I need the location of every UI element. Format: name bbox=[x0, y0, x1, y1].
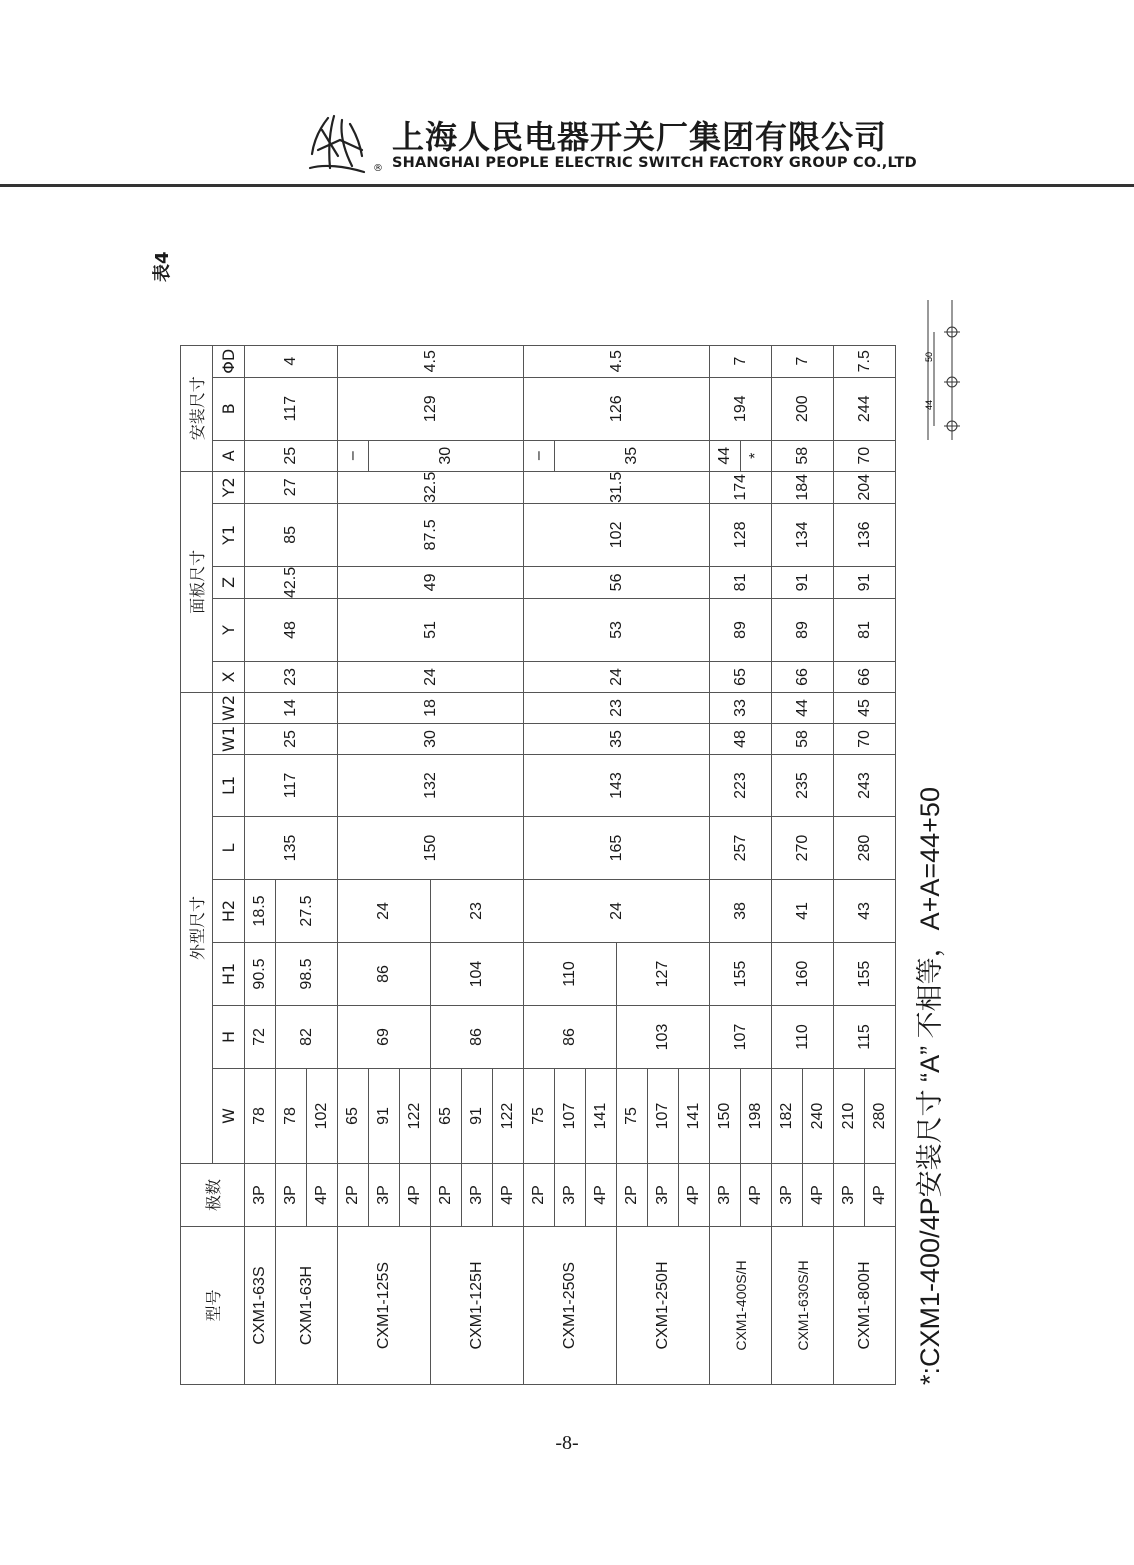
table-cell: 66 bbox=[834, 662, 896, 693]
col-W2: W2 bbox=[213, 693, 245, 724]
table-cell: 240 bbox=[803, 1069, 834, 1164]
table-cell: 110 bbox=[772, 1006, 834, 1069]
table-cell: 160 bbox=[772, 943, 834, 1006]
table-cell: 35 bbox=[524, 724, 710, 755]
table-cell: 136 bbox=[834, 503, 896, 566]
poles-cell: 4P bbox=[493, 1164, 524, 1227]
table-cell: 174 bbox=[710, 471, 772, 503]
col-W1: W1 bbox=[213, 724, 245, 755]
table-cell: 25 bbox=[245, 724, 338, 755]
col-L: L bbox=[213, 817, 245, 880]
table-cell: 51 bbox=[338, 599, 524, 662]
table-cell: 27 bbox=[245, 471, 338, 503]
poles-cell: 2P bbox=[338, 1164, 369, 1227]
header-panel: 面板尺寸 bbox=[181, 471, 213, 692]
table-cell: 91 bbox=[369, 1069, 400, 1164]
table-cell: 91 bbox=[772, 566, 834, 598]
table-cell: 89 bbox=[710, 599, 772, 662]
table-cell: 244 bbox=[834, 377, 896, 440]
model-name: CXM1-400S/H bbox=[710, 1227, 772, 1385]
table-cell: 35 bbox=[555, 440, 710, 471]
table-cell: 280 bbox=[834, 817, 896, 880]
model-name: CXM1-250S bbox=[524, 1227, 617, 1385]
table-cell: 75 bbox=[524, 1069, 555, 1164]
table-cell: 81 bbox=[834, 599, 896, 662]
table-cell: 56 bbox=[524, 566, 710, 598]
table-cell: 90.5 bbox=[245, 943, 276, 1006]
table-cell: 134 bbox=[772, 503, 834, 566]
table-cell: 127 bbox=[617, 943, 710, 1006]
table-row bbox=[338, 345, 369, 1384]
table-cell: 30 bbox=[338, 724, 524, 755]
table-cell: 143 bbox=[524, 755, 710, 817]
table-cell: 126 bbox=[524, 377, 710, 440]
table-cell: 72 bbox=[245, 1006, 276, 1069]
table-cell: 78 bbox=[276, 1069, 307, 1164]
company-logo-icon bbox=[300, 110, 380, 180]
table-cell: 102 bbox=[307, 1069, 338, 1164]
header-model: 型号 bbox=[181, 1227, 245, 1385]
table-cell: 48 bbox=[245, 599, 338, 662]
model-name: CXM1-630S/H bbox=[772, 1227, 834, 1385]
col-B: B bbox=[213, 377, 245, 440]
table-row bbox=[245, 345, 276, 1384]
table-cell: 4.5 bbox=[524, 345, 710, 377]
table-cell: 78 bbox=[245, 1069, 276, 1164]
model-name: CXM1-125S bbox=[338, 1227, 431, 1385]
table-cell: – bbox=[338, 440, 369, 471]
table-cell: 210 bbox=[834, 1069, 865, 1164]
col-D: ΦD bbox=[213, 345, 245, 377]
poles-cell: 3P bbox=[555, 1164, 586, 1227]
table-cell: 107 bbox=[710, 1006, 772, 1069]
table-cell: 65 bbox=[431, 1069, 462, 1164]
footnote: *:CXM1-400/4P安装尺寸 “A” 不相等，A+A=44+50 bbox=[915, 787, 945, 1385]
table-cell: 70 bbox=[834, 724, 896, 755]
table-cell: 24 bbox=[524, 662, 710, 693]
table-cell: 24 bbox=[338, 662, 524, 693]
table-cell: 41 bbox=[772, 880, 834, 943]
poles-cell: 4P bbox=[865, 1164, 896, 1227]
table-cell: 58 bbox=[772, 440, 834, 471]
table-cell: 44 bbox=[710, 440, 741, 471]
table-cell: 70 bbox=[834, 440, 896, 471]
table-cell: 198 bbox=[741, 1069, 772, 1164]
table-cell: 30 bbox=[369, 440, 524, 471]
table-cell: 86 bbox=[524, 1006, 617, 1069]
table-cell: 200 bbox=[772, 377, 834, 440]
header-mount: 安装尺寸 bbox=[181, 345, 213, 471]
table-cell: 44 bbox=[772, 693, 834, 724]
diagram-dim-b: 50 bbox=[924, 351, 934, 362]
table-cell: 103 bbox=[617, 1006, 710, 1069]
table-cell: 23 bbox=[245, 662, 338, 693]
col-H2: H2 bbox=[213, 880, 245, 943]
model-name: CXM1-63H bbox=[276, 1227, 338, 1385]
table-cell: 141 bbox=[679, 1069, 710, 1164]
table-cell: 155 bbox=[834, 943, 896, 1006]
poles-cell: 3P bbox=[245, 1164, 276, 1227]
company-name-cn: 上海人民电器开关厂集团有限公司 bbox=[392, 118, 888, 156]
table-cell: * bbox=[741, 440, 772, 471]
table-cell: 27.5 bbox=[276, 880, 338, 943]
col-Y1: Y1 bbox=[213, 503, 245, 566]
table-cell: 82 bbox=[276, 1006, 338, 1069]
table-cell: 89 bbox=[772, 599, 834, 662]
table-cell: 25 bbox=[245, 440, 338, 471]
table-cell: 132 bbox=[338, 755, 524, 817]
col-W: W bbox=[213, 1069, 245, 1164]
table-cell: 117 bbox=[245, 755, 338, 817]
table-cell: 24 bbox=[338, 880, 431, 943]
table-cell: 122 bbox=[493, 1069, 524, 1164]
col-L1: L1 bbox=[213, 755, 245, 817]
table-cell: 65 bbox=[338, 1069, 369, 1164]
model-name: CXM1-800H bbox=[834, 1227, 896, 1385]
table-cell: 104 bbox=[431, 943, 524, 1006]
table-row bbox=[524, 345, 555, 1384]
table-cell: 75 bbox=[617, 1069, 648, 1164]
table-cell: 165 bbox=[524, 817, 710, 880]
table-cell: 115 bbox=[834, 1006, 896, 1069]
table-cell: 23 bbox=[524, 693, 710, 724]
table-cell: 223 bbox=[710, 755, 772, 817]
table-cell: 235 bbox=[772, 755, 834, 817]
table-row bbox=[772, 345, 803, 1384]
table-cell: – bbox=[524, 440, 555, 471]
table-cell: 117 bbox=[245, 377, 338, 440]
page-header bbox=[0, 0, 1134, 190]
table-cell: 38 bbox=[710, 880, 772, 943]
table-cell: 194 bbox=[710, 377, 772, 440]
company-name-en: SHANGHAI PEOPLE ELECTRIC SWITCH FACTORY GROUP CO.,LTD bbox=[392, 155, 917, 171]
table-row bbox=[834, 345, 865, 1384]
header-outline: 外型尺寸 bbox=[181, 693, 213, 1164]
poles-cell: 3P bbox=[369, 1164, 400, 1227]
header-rule bbox=[0, 184, 1134, 187]
dimension-table bbox=[180, 345, 896, 1385]
table-cell: 14 bbox=[245, 693, 338, 724]
col-Y: Y bbox=[213, 599, 245, 662]
poles-cell: 4P bbox=[679, 1164, 710, 1227]
table-cell: 257 bbox=[710, 817, 772, 880]
table-cell: 7 bbox=[772, 345, 834, 377]
table-cell: 135 bbox=[245, 817, 338, 880]
table-cell: 53 bbox=[524, 599, 710, 662]
table-cell: 58 bbox=[772, 724, 834, 755]
poles-cell: 3P bbox=[276, 1164, 307, 1227]
poles-cell: 2P bbox=[524, 1164, 555, 1227]
table-cell: 4.5 bbox=[338, 345, 524, 377]
rotated-table-block bbox=[152, 245, 950, 1385]
poles-cell: 4P bbox=[400, 1164, 431, 1227]
table-cell: 107 bbox=[555, 1069, 586, 1164]
mounting-hole-diagram bbox=[922, 290, 964, 450]
poles-cell: 2P bbox=[617, 1164, 648, 1227]
table-cell: 66 bbox=[772, 662, 834, 693]
table-cell: 24 bbox=[524, 880, 710, 943]
col-H1: H1 bbox=[213, 943, 245, 1006]
table-cell: 18.5 bbox=[245, 880, 276, 943]
table-cell: 45 bbox=[834, 693, 896, 724]
model-name: CXM1-250H bbox=[617, 1227, 710, 1385]
table-cell: 32.5 bbox=[338, 471, 524, 503]
table-row bbox=[710, 345, 741, 1384]
table-cell: 204 bbox=[834, 471, 896, 503]
table-cell: 280 bbox=[865, 1069, 896, 1164]
poles-cell: 2P bbox=[431, 1164, 462, 1227]
table-cell: 31.5 bbox=[524, 471, 710, 503]
poles-cell: 4P bbox=[803, 1164, 834, 1227]
table-title: 表4 bbox=[152, 251, 173, 282]
model-name: CXM1-63S bbox=[245, 1227, 276, 1385]
model-name: CXM1-125H bbox=[431, 1227, 524, 1385]
page-number: -8- bbox=[555, 1432, 579, 1454]
table-cell: 155 bbox=[710, 943, 772, 1006]
col-Z: Z bbox=[213, 566, 245, 598]
poles-cell: 4P bbox=[741, 1164, 772, 1227]
table-cell: 150 bbox=[710, 1069, 741, 1164]
table-cell: 129 bbox=[338, 377, 524, 440]
poles-cell: 4P bbox=[586, 1164, 617, 1227]
table-cell: 110 bbox=[524, 943, 617, 1006]
table-cell: 4 bbox=[245, 345, 338, 377]
table-cell: 33 bbox=[710, 693, 772, 724]
table-cell: 42.5 bbox=[245, 566, 338, 598]
table-cell: 107 bbox=[648, 1069, 679, 1164]
table-cell: 102 bbox=[524, 503, 710, 566]
poles-cell: 3P bbox=[710, 1164, 741, 1227]
table-cell: 91 bbox=[462, 1069, 493, 1164]
poles-cell: 3P bbox=[462, 1164, 493, 1227]
table-cell: 128 bbox=[710, 503, 772, 566]
table-cell: 86 bbox=[338, 943, 431, 1006]
table-cell: 7.5 bbox=[834, 345, 896, 377]
table-cell: 122 bbox=[400, 1069, 431, 1164]
table-cell: 270 bbox=[772, 817, 834, 880]
header-poles: 极数 bbox=[181, 1164, 245, 1227]
table-cell: 184 bbox=[772, 471, 834, 503]
col-A: A bbox=[213, 440, 245, 471]
diagram-dim-a: 44 bbox=[924, 399, 934, 410]
table-cell: 18 bbox=[338, 693, 524, 724]
table-cell: 43 bbox=[834, 880, 896, 943]
col-Y2: Y2 bbox=[213, 471, 245, 503]
table-cell: 98.5 bbox=[276, 943, 338, 1006]
col-X: X bbox=[213, 662, 245, 693]
registered-mark: ® bbox=[373, 163, 383, 174]
table-cell: 69 bbox=[338, 1006, 431, 1069]
table-cell: 49 bbox=[338, 566, 524, 598]
table-cell: 81 bbox=[710, 566, 772, 598]
table-cell: 182 bbox=[772, 1069, 803, 1164]
poles-cell: 3P bbox=[772, 1164, 803, 1227]
poles-cell: 3P bbox=[648, 1164, 679, 1227]
table-cell: 85 bbox=[245, 503, 338, 566]
table-cell: 91 bbox=[834, 566, 896, 598]
table-cell: 141 bbox=[586, 1069, 617, 1164]
table-cell: 23 bbox=[431, 880, 524, 943]
table-cell: 150 bbox=[338, 817, 524, 880]
table-cell: 65 bbox=[710, 662, 772, 693]
poles-cell: 4P bbox=[307, 1164, 338, 1227]
poles-cell: 3P bbox=[834, 1164, 865, 1227]
col-H: H bbox=[213, 1006, 245, 1069]
table-cell: 7 bbox=[710, 345, 772, 377]
table-cell: 243 bbox=[834, 755, 896, 817]
table-cell: 48 bbox=[710, 724, 772, 755]
table-cell: 87.5 bbox=[338, 503, 524, 566]
table-cell: 86 bbox=[431, 1006, 524, 1069]
